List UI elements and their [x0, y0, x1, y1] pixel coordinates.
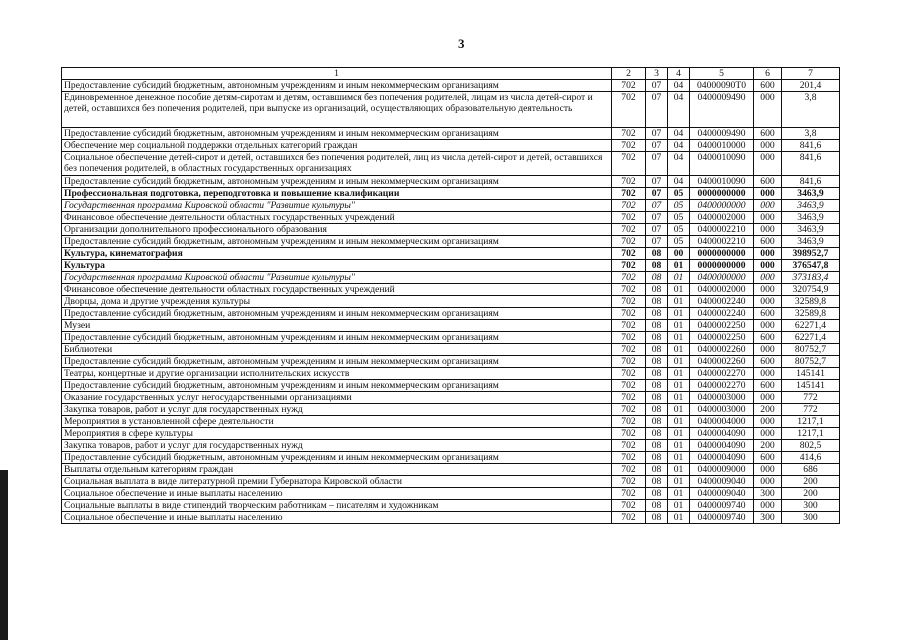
row-name: Социальная выплата в виде литературной премии Губернатора Кировской области: [62, 476, 612, 488]
row-amount: 376547,8: [782, 260, 840, 272]
row-code-6: 600: [754, 356, 782, 368]
table-row: [62, 248, 840, 260]
row-code-4: 01: [668, 392, 690, 404]
row-code-4: 01: [668, 344, 690, 356]
row-amount: 398952,7: [782, 248, 840, 260]
row-code-4: 05: [668, 224, 690, 236]
row-code-3: 08: [646, 428, 668, 440]
row-code-2: 702: [612, 200, 646, 212]
row-code-3: 07: [646, 140, 668, 152]
row-code-5: 0000000000: [690, 188, 754, 200]
table-row: [62, 188, 840, 200]
row-amount: 841,6: [782, 152, 840, 176]
row-name: Социальное обеспечение и иные выплаты населению: [62, 512, 612, 524]
row-amount: 3463,9: [782, 188, 840, 200]
row-code-5: 0400002210: [690, 236, 754, 248]
row-code-3: 08: [646, 284, 668, 296]
table-row: [62, 176, 840, 188]
row-code-6: 000: [754, 224, 782, 236]
row-code-5: 0400010000: [690, 140, 754, 152]
row-code-6: 000: [754, 296, 782, 308]
row-code-2: 702: [612, 260, 646, 272]
row-code-6: 600: [754, 128, 782, 140]
row-amount: 841,6: [782, 176, 840, 188]
row-code-5: 0400002000: [690, 284, 754, 296]
row-code-4: 05: [668, 188, 690, 200]
row-code-2: 702: [612, 512, 646, 524]
row-name: Предоставление субсидий бюджетным, автономным учреждениям и иным некоммерческим организациям: [62, 128, 612, 140]
row-amount: 772: [782, 404, 840, 416]
row-code-5: 0400000000: [690, 272, 754, 284]
table-row: [62, 440, 840, 452]
row-code-3: 07: [646, 224, 668, 236]
table-row: [62, 296, 840, 308]
row-code-4: 01: [668, 272, 690, 284]
row-code-6: 000: [754, 500, 782, 512]
table-row: [62, 260, 840, 272]
row-code-3: 08: [646, 452, 668, 464]
row-code-5: 0400002240: [690, 296, 754, 308]
row-name: Театры, концертные и другие организации исполнительских искусств: [62, 368, 612, 380]
table-row: [62, 80, 840, 92]
row-code-6: 200: [754, 404, 782, 416]
row-code-6: 000: [754, 284, 782, 296]
row-name: Оказание государственных услуг негосударственными организациями: [62, 392, 612, 404]
row-code-5: 0400004090: [690, 440, 754, 452]
row-amount: 80752,7: [782, 344, 840, 356]
row-amount: 32589,8: [782, 296, 840, 308]
row-code-5: 0400009000: [690, 464, 754, 476]
row-code-5: 0400002250: [690, 332, 754, 344]
row-code-5: 0400002210: [690, 224, 754, 236]
row-code-6: 600: [754, 80, 782, 92]
row-code-5: 0000000000: [690, 260, 754, 272]
row-code-4: 04: [668, 80, 690, 92]
row-code-3: 08: [646, 512, 668, 524]
row-code-6: 000: [754, 392, 782, 404]
row-amount: 3463,9: [782, 236, 840, 248]
row-code-6: 600: [754, 332, 782, 344]
row-code-5: 0400002000: [690, 212, 754, 224]
row-code-4: 01: [668, 308, 690, 320]
row-amount: 3463,9: [782, 212, 840, 224]
table-row: [62, 272, 840, 284]
row-amount: 772: [782, 392, 840, 404]
row-amount: 3,8: [782, 128, 840, 140]
row-code-2: 702: [612, 188, 646, 200]
row-code-5: 0400002240: [690, 308, 754, 320]
row-amount: 62271,4: [782, 320, 840, 332]
row-code-5: 0400004000: [690, 416, 754, 428]
column-header: 2: [612, 68, 646, 80]
table-header-row: [62, 68, 840, 80]
row-code-3: 08: [646, 296, 668, 308]
row-code-3: 08: [646, 380, 668, 392]
row-code-2: 702: [612, 428, 646, 440]
row-name: Предоставление субсидий бюджетным, автономным учреждениям и иным некоммерческим организациям: [62, 356, 612, 368]
table-row: [62, 236, 840, 248]
column-header: 3: [646, 68, 668, 80]
row-code-5: 0400009040: [690, 476, 754, 488]
row-name: Предоставление субсидий бюджетным, автономным учреждениям и иным некоммерческим организациям: [62, 380, 612, 392]
row-code-4: 01: [668, 332, 690, 344]
row-code-2: 702: [612, 176, 646, 188]
row-code-3: 08: [646, 392, 668, 404]
row-code-2: 702: [612, 488, 646, 500]
row-code-4: 01: [668, 416, 690, 428]
row-code-2: 702: [612, 344, 646, 356]
row-code-4: 01: [668, 488, 690, 500]
row-amount: 300: [782, 512, 840, 524]
table-row: [62, 344, 840, 356]
row-code-4: 01: [668, 440, 690, 452]
row-name: Социальное обеспечение и иные выплаты населению: [62, 488, 612, 500]
row-code-6: 600: [754, 452, 782, 464]
row-code-6: 600: [754, 236, 782, 248]
row-name: Дворцы, дома и другие учреждения культуры: [62, 296, 612, 308]
row-code-5: 0400004090: [690, 428, 754, 440]
row-code-6: 300: [754, 488, 782, 500]
row-code-2: 702: [612, 380, 646, 392]
row-code-2: 702: [612, 452, 646, 464]
row-code-4: 01: [668, 512, 690, 524]
row-code-3: 08: [646, 476, 668, 488]
row-code-2: 702: [612, 476, 646, 488]
row-name: Единовременное денежное пособие детям-сиротам и детям, оставшимся без попечения родителей, лицам из числа детей-сирот и детей, оставшихся без попечения родителей, при выпуске из организаций, осуществляющих образовательную деятельность: [62, 92, 612, 128]
row-code-2: 702: [612, 308, 646, 320]
row-code-4: 01: [668, 380, 690, 392]
row-code-6: 600: [754, 380, 782, 392]
row-code-4: 04: [668, 176, 690, 188]
row-code-3: 08: [646, 464, 668, 476]
column-header: 5: [690, 68, 754, 80]
row-code-6: 000: [754, 92, 782, 128]
row-name: Предоставление субсидий бюджетным, автономным учреждениям и иным некоммерческим организациям: [62, 452, 612, 464]
row-code-3: 07: [646, 176, 668, 188]
row-name: Выплаты отдельным категориям граждан: [62, 464, 612, 476]
row-code-4: 01: [668, 284, 690, 296]
table-row: [62, 332, 840, 344]
row-code-3: 08: [646, 260, 668, 272]
row-amount: 3,8: [782, 92, 840, 128]
row-code-2: 702: [612, 464, 646, 476]
row-code-5: 0000000000: [690, 248, 754, 260]
row-name: Закупка товаров, работ и услуг для государственных нужд: [62, 440, 612, 452]
row-code-2: 702: [612, 284, 646, 296]
row-name: Мероприятия в установленной сфере деятельности: [62, 416, 612, 428]
row-amount: 32589,8: [782, 308, 840, 320]
page-number: 3: [458, 36, 465, 51]
row-name: Финансовое обеспечение деятельности областных государственных учреждений: [62, 284, 612, 296]
row-amount: 414,6: [782, 452, 840, 464]
row-amount: 841,6: [782, 140, 840, 152]
row-code-2: 702: [612, 140, 646, 152]
row-code-5: 0400009040: [690, 488, 754, 500]
row-name: Мероприятия в сфере культуры: [62, 428, 612, 440]
row-code-5: 04000090Т0: [690, 80, 754, 92]
row-code-5: 0400002270: [690, 380, 754, 392]
row-code-3: 08: [646, 248, 668, 260]
table-row: [62, 476, 840, 488]
row-code-6: 600: [754, 176, 782, 188]
row-name: Государственная программа Кировской области "Развитие культуры": [62, 272, 612, 284]
row-code-4: 01: [668, 368, 690, 380]
row-code-5: 0400002270: [690, 368, 754, 380]
table-row: [62, 512, 840, 524]
row-amount: 200: [782, 488, 840, 500]
row-name: Предоставление субсидий бюджетным, автономным учреждениям и иным некоммерческим организациям: [62, 332, 612, 344]
table-row: [62, 500, 840, 512]
row-code-6: 000: [754, 152, 782, 176]
column-header: 1: [62, 68, 612, 80]
row-amount: 3463,9: [782, 200, 840, 212]
row-code-4: 01: [668, 404, 690, 416]
row-code-2: 702: [612, 80, 646, 92]
table-row: [62, 284, 840, 296]
row-code-6: 000: [754, 188, 782, 200]
row-code-3: 07: [646, 128, 668, 140]
row-amount: 1217,1: [782, 428, 840, 440]
row-code-6: 000: [754, 140, 782, 152]
table-body: [62, 80, 840, 524]
row-amount: 1217,1: [782, 416, 840, 428]
row-name: Обеспечение мер социальной поддержки отдельных категорий граждан: [62, 140, 612, 152]
row-code-2: 702: [612, 296, 646, 308]
row-code-5: 0400003000: [690, 404, 754, 416]
row-amount: 80752,7: [782, 356, 840, 368]
table-row: [62, 368, 840, 380]
table-row: [62, 212, 840, 224]
row-code-2: 702: [612, 128, 646, 140]
row-code-5: 0400000000: [690, 200, 754, 212]
row-code-2: 702: [612, 92, 646, 128]
row-code-6: 000: [754, 344, 782, 356]
row-amount: 62271,4: [782, 332, 840, 344]
row-code-3: 08: [646, 440, 668, 452]
row-code-5: 0400009740: [690, 500, 754, 512]
table-row: [62, 464, 840, 476]
row-code-5: 0400004090: [690, 452, 754, 464]
row-code-5: 0400009740: [690, 512, 754, 524]
table-row: [62, 416, 840, 428]
row-code-4: 05: [668, 212, 690, 224]
row-amount: 802,5: [782, 440, 840, 452]
row-code-6: 000: [754, 464, 782, 476]
row-code-3: 08: [646, 356, 668, 368]
row-code-6: 000: [754, 212, 782, 224]
row-code-2: 702: [612, 248, 646, 260]
row-code-4: 05: [668, 200, 690, 212]
table-row: [62, 140, 840, 152]
table-row: [62, 224, 840, 236]
row-name: Закупка товаров, работ и услуг для государственных нужд: [62, 404, 612, 416]
row-name: Предоставление субсидий бюджетным, автономным учреждениям и иным некоммерческим организациям: [62, 308, 612, 320]
row-code-4: 04: [668, 92, 690, 128]
row-code-3: 07: [646, 212, 668, 224]
row-name: Культура, кинематография: [62, 248, 612, 260]
row-code-2: 702: [612, 500, 646, 512]
table-row: [62, 488, 840, 500]
row-code-3: 08: [646, 368, 668, 380]
table-row: [62, 392, 840, 404]
row-code-3: 08: [646, 500, 668, 512]
row-amount: 686: [782, 464, 840, 476]
table-row: [62, 308, 840, 320]
row-name: Предоставление субсидий бюджетным, автономным учреждениям и иным некоммерческим организациям: [62, 236, 612, 248]
row-amount: 300: [782, 500, 840, 512]
row-name: Организации дополнительного профессионального образования: [62, 224, 612, 236]
row-amount: 201,4: [782, 80, 840, 92]
table-row: [62, 200, 840, 212]
table-row: [62, 92, 840, 128]
row-code-2: 702: [612, 404, 646, 416]
row-code-4: 01: [668, 464, 690, 476]
row-code-6: 000: [754, 200, 782, 212]
row-code-3: 08: [646, 320, 668, 332]
row-code-5: 0400003000: [690, 392, 754, 404]
row-code-4: 04: [668, 140, 690, 152]
row-code-5: 0400002260: [690, 344, 754, 356]
row-code-4: 01: [668, 500, 690, 512]
row-code-6: 000: [754, 320, 782, 332]
row-name: Предоставление субсидий бюджетным, автономным учреждениям и иным некоммерческим организациям: [62, 176, 612, 188]
row-code-2: 702: [612, 416, 646, 428]
row-code-3: 07: [646, 200, 668, 212]
budget-table: [61, 67, 840, 524]
table-row: [62, 404, 840, 416]
table-row: [62, 152, 840, 176]
row-name: Финансовое обеспечение деятельности областных государственных учреждений: [62, 212, 612, 224]
row-code-6: 000: [754, 476, 782, 488]
row-code-3: 07: [646, 152, 668, 176]
row-code-5: 0400009490: [690, 128, 754, 140]
row-amount: 145141: [782, 368, 840, 380]
row-code-3: 08: [646, 308, 668, 320]
table-row: [62, 128, 840, 140]
row-amount: 3463,9: [782, 224, 840, 236]
row-amount: 145141: [782, 380, 840, 392]
row-code-2: 702: [612, 236, 646, 248]
row-name: Библиотеки: [62, 344, 612, 356]
row-code-3: 08: [646, 272, 668, 284]
row-code-4: 01: [668, 428, 690, 440]
row-code-4: 01: [668, 260, 690, 272]
row-amount: 320754,9: [782, 284, 840, 296]
row-code-4: 01: [668, 452, 690, 464]
row-name: Профессиональная подготовка, переподготовка и повышение квалификации: [62, 188, 612, 200]
row-code-2: 702: [612, 320, 646, 332]
row-code-4: 01: [668, 320, 690, 332]
row-name: Социальные выплаты в виде стипендий творческим работникам – писателям и художникам: [62, 500, 612, 512]
column-header: 4: [668, 68, 690, 80]
row-code-5: 0400002250: [690, 320, 754, 332]
column-header: 7: [782, 68, 840, 80]
row-code-2: 702: [612, 224, 646, 236]
row-code-6: 000: [754, 260, 782, 272]
row-code-4: 04: [668, 128, 690, 140]
row-code-4: 01: [668, 296, 690, 308]
row-code-6: 000: [754, 428, 782, 440]
row-code-2: 702: [612, 152, 646, 176]
row-code-6: 000: [754, 416, 782, 428]
scan-edge-bar: [0, 470, 8, 640]
row-code-3: 07: [646, 80, 668, 92]
row-code-5: 0400010090: [690, 152, 754, 176]
column-header: 6: [754, 68, 782, 80]
row-code-2: 702: [612, 392, 646, 404]
row-code-6: 600: [754, 308, 782, 320]
row-code-2: 702: [612, 440, 646, 452]
row-name: Предоставление субсидий бюджетным, автономным учреждениям и иным некоммерческим организациям: [62, 80, 612, 92]
row-code-2: 702: [612, 368, 646, 380]
row-code-5: 0400002260: [690, 356, 754, 368]
row-code-5: 0400010090: [690, 176, 754, 188]
row-code-4: 04: [668, 152, 690, 176]
row-code-2: 702: [612, 212, 646, 224]
row-code-4: 01: [668, 356, 690, 368]
row-code-3: 07: [646, 236, 668, 248]
row-code-2: 702: [612, 356, 646, 368]
row-name: Музеи: [62, 320, 612, 332]
row-code-3: 07: [646, 92, 668, 128]
table-row: [62, 452, 840, 464]
row-code-5: 0400009490: [690, 92, 754, 128]
row-name: Культура: [62, 260, 612, 272]
row-code-3: 08: [646, 344, 668, 356]
row-code-3: 08: [646, 416, 668, 428]
table-row: [62, 356, 840, 368]
row-code-4: 00: [668, 248, 690, 260]
row-code-6: 200: [754, 440, 782, 452]
row-code-3: 08: [646, 488, 668, 500]
table-row: [62, 320, 840, 332]
row-code-6: 000: [754, 368, 782, 380]
row-code-6: 000: [754, 248, 782, 260]
row-code-3: 07: [646, 188, 668, 200]
row-name: Социальное обеспечение детей-сирот и детей, оставшихся без попечения родителей, лиц из числа детей-сирот и детей, оставшихся без попечения родителей, в областных государственных организациях: [62, 152, 612, 176]
row-code-3: 08: [646, 332, 668, 344]
row-code-4: 05: [668, 236, 690, 248]
row-code-4: 01: [668, 476, 690, 488]
row-code-6: 300: [754, 512, 782, 524]
row-amount: 200: [782, 476, 840, 488]
row-code-6: 000: [754, 272, 782, 284]
row-code-2: 702: [612, 272, 646, 284]
row-name: Государственная программа Кировской области "Развитие культуры": [62, 200, 612, 212]
row-amount: 373183,4: [782, 272, 840, 284]
row-code-3: 08: [646, 404, 668, 416]
row-code-2: 702: [612, 332, 646, 344]
table-row: [62, 428, 840, 440]
table-row: [62, 380, 840, 392]
